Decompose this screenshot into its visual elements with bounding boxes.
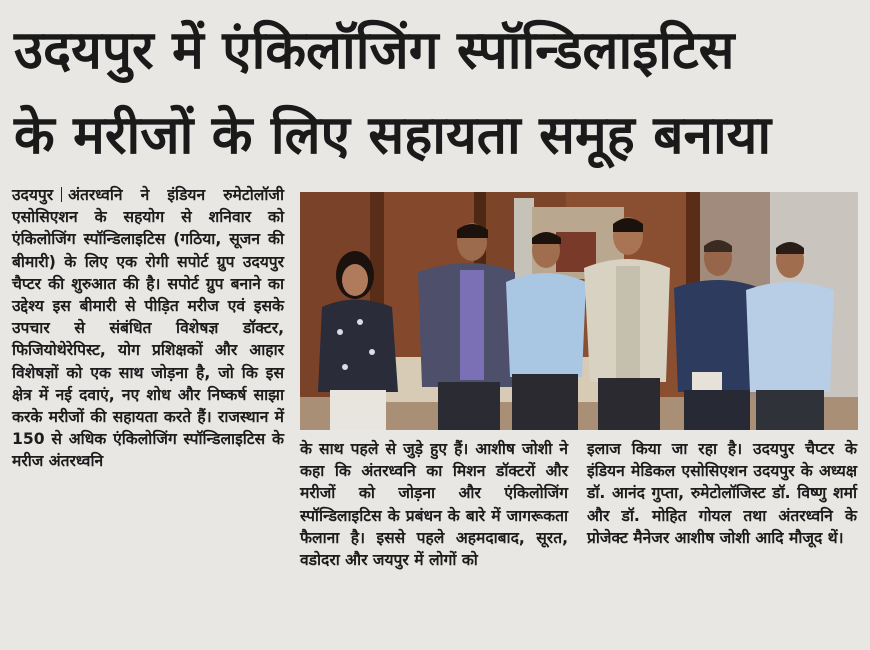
article-column-3: इलाज किया जा रहा है। उदयपुर चैप्टर के इंडियन मेडिकल एसोसिएशन उदयपुर के अध्यक्ष डॉ. आनंद गुप्ता, रुमेटोलॉजिस्ट डॉ. विष्णु शर्मा और डॉ. मोहित गोयल तथा अंतरध्वनि के प्रोजेक्ट मैनेजर आशीष जोशी आदि मौजूद थें।	[587, 440, 857, 547]
headline	[14, 8, 859, 178]
headline-line-1: उदयपुर में एंकिलॉजिंग स्पॉन्डिलाइटिस	[14, 20, 735, 81]
dateline: उदयपुर	[12, 186, 54, 204]
dateline-separator	[61, 187, 62, 202]
news-photo	[300, 192, 858, 430]
article-column-2: के साथ पहले से जुड़े हुए हैं। आशीष जोशी ने कहा कि अंतरध्वनि का मिशन डॉक्टरों और मरीजों को जोड़ना और एंकिलोजिंग स्पॉन्डिलाइटिस के प्रबंधन के बारे में जागरूकता फैलाना है। इससे पहले अहमदाबाद, सूरत, वडोदरा और जयपुर में लोगों को	[300, 440, 568, 570]
article-column-1	[12, 184, 284, 473]
article-column-1-text: अंतरध्वनि ने इंडियन रुमेटोलॉजी एसोसिएशन के सहयोग से शनिवार को एंकिलोजिंग स्पॉन्डिलाइटिस (गठिया, सूजन की बीमारी) के लिए एक रोगी सपोर्ट ग्रुप उदयपुर चैप्टर की शुरुआत की है। सपोर्ट ग्रुप बनाने का उद्देश्य इस बीमारी से पीड़ित मरीज एवं इसके उपचार से संबंधित विशेषज्ञ डॉक्टर, फिजियोथेरेपिस्ट, योग प्रशिक्षकों और आहार विशेषज्ञों को एक साथ जोड़ना है, जो कि इस क्षेत्र में नई दवाएं, नए शोध और निष्कर्ष साझा करके मरीजों की सहायता करते हैं। राजस्थान में 150 से अधिक एंकिलोजिंग स्पॉन्डिलाइटिस के मरीज अंतरध्वनि	[12, 186, 284, 471]
headline-line-2: के मरीजों के लिए सहायता समूह बनाया	[14, 105, 772, 166]
